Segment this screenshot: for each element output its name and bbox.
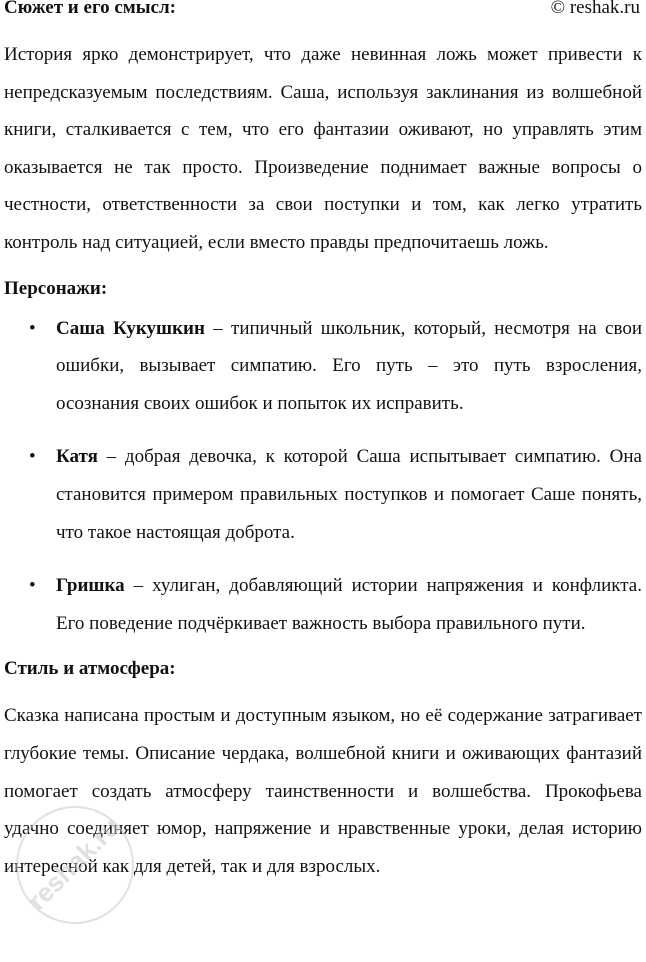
- bullet-icon: •: [29, 317, 36, 339]
- intro-paragraph: История ярко демонстрирует, что даже невинная ложь может привести к непредсказуемым последствиям. Саша, используя заклинания из волшебной книги, сталкивается с тем, что его фантазии оживают, но управлять этим оказывается не так просто. Произведение поднимает важные вопросы о честности, ответственности за свои поступки и том, как легко утратить контроль над ситуацией, если вместо правды предпочитаешь ложь.: [4, 44, 642, 253]
- list-item: [4, 438, 642, 551]
- list-item: [4, 310, 642, 423]
- section-heading-characters: Персонажи:: [4, 277, 108, 299]
- bullet-icon: •: [29, 446, 36, 468]
- section-heading-plot: Сюжет и его смысл:: [4, 0, 176, 18]
- section-heading-style: Стиль и атмосфера:: [4, 658, 176, 680]
- character-name: Саша Кукушкин: [56, 317, 205, 339]
- character-name: Катя: [56, 446, 98, 468]
- character-description: – хулиган, добавляющий истории напряжения и конфликта. Его поведение подчёркивает важность выбора правильного пути.: [56, 575, 642, 634]
- character-description: – добрая девочка, к которой Саша испытывает симпатию. Она становится примером правильных поступков и помогает Саше понять, что такое настоящая доброта.: [56, 446, 642, 543]
- style-paragraph: Сказка написана простым и доступным языком, но её содержание затрагивает глубокие темы. Описание чердака, волшебной книги и оживающих фантазий помогает создать атмосферу таинственности и волшебства. Прокофьева удачно соединяет юмор, напряжение и нравственные уроки, делая историю интересной как для детей, так и для взрослых.: [4, 705, 642, 877]
- character-description: – типичный школьник, который, несмотря на свои ошибки, вызывает симпатию. Его путь – это путь взросления, осознания своих ошибок и попыток их исправить.: [56, 317, 642, 414]
- copyright-label: © reshak.ru: [550, 0, 640, 18]
- bullet-icon: •: [29, 575, 36, 597]
- header-row: [4, 0, 642, 19]
- watermark-text: reshak.ru: [21, 811, 126, 916]
- list-item: [4, 567, 642, 642]
- character-name: Гришка: [56, 575, 125, 597]
- characters-list: [4, 310, 642, 643]
